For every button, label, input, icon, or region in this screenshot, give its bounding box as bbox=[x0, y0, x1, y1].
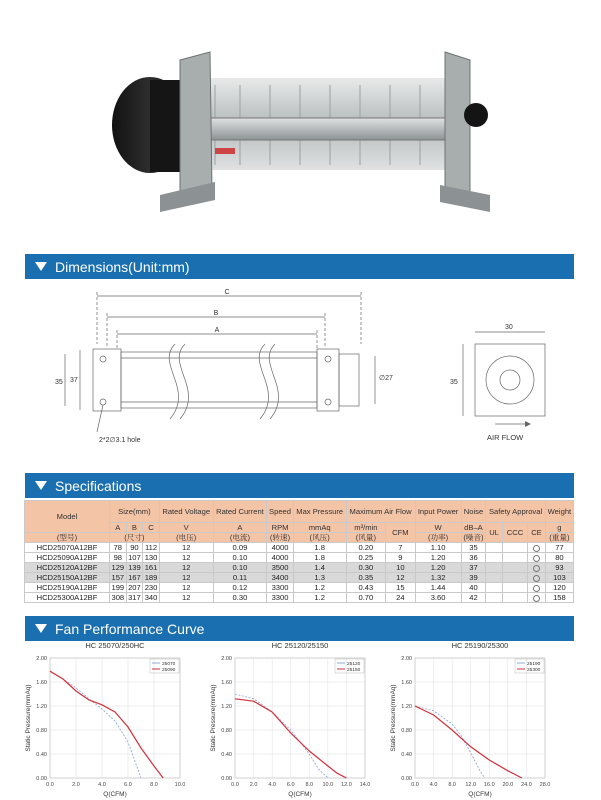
chart-title: HC 25070/250HC bbox=[85, 641, 145, 650]
table-row bbox=[25, 593, 574, 603]
col-ul: UL bbox=[486, 523, 503, 543]
table-cell: 35 bbox=[461, 543, 486, 553]
col-ce: CE bbox=[528, 523, 546, 543]
y-tick-label: 1.20 bbox=[401, 704, 412, 710]
dim-label-35-left: 35 bbox=[55, 379, 63, 386]
fan-product-photo bbox=[0, 0, 601, 248]
table-cell: 3500 bbox=[267, 563, 293, 573]
triangle-down-icon bbox=[35, 481, 47, 490]
table-cell: 0.35 bbox=[346, 573, 386, 583]
x-tick-label: 0.0 bbox=[46, 782, 54, 788]
table-cell: 0.30 bbox=[346, 563, 386, 573]
table-cell: 158 bbox=[545, 593, 573, 603]
table-cell bbox=[502, 563, 527, 573]
col-voltage: Rated Voltage bbox=[159, 501, 213, 523]
unit-current: A bbox=[213, 523, 267, 533]
table-cell: 90 bbox=[126, 543, 143, 553]
y-tick-label: 0.00 bbox=[36, 776, 47, 782]
x-tick-label: 28.0 bbox=[539, 782, 551, 788]
table-cell: 103 bbox=[545, 573, 573, 583]
table-cell bbox=[502, 553, 527, 563]
table-cell: 36 bbox=[461, 553, 486, 563]
table-cell: 80 bbox=[545, 553, 573, 563]
x-tick-label: 4.0 bbox=[429, 782, 438, 788]
table-row bbox=[25, 583, 574, 593]
hole-note: 2*2∅3.1 hole bbox=[99, 437, 141, 444]
col-speed: Speed bbox=[267, 501, 293, 523]
table-cell bbox=[486, 543, 503, 553]
table-cell: 15 bbox=[386, 583, 415, 593]
table-cell: 77 bbox=[545, 543, 573, 553]
x-tick-label: 4.0 bbox=[268, 782, 276, 788]
ce-circle-icon bbox=[528, 593, 546, 603]
table-cell: 3300 bbox=[267, 593, 293, 603]
legend-label: 25120 bbox=[347, 662, 361, 667]
y-axis-label: Static Pressure(mmAq) bbox=[390, 684, 397, 752]
table-cell: 157 bbox=[111, 573, 125, 582]
plot-frame bbox=[235, 658, 365, 778]
dim-label-a: A bbox=[214, 327, 220, 334]
x-tick-label: 12.0 bbox=[465, 782, 477, 788]
table-cell: 3400 bbox=[267, 573, 293, 583]
table-row bbox=[25, 543, 574, 553]
table-cell: 230 bbox=[144, 583, 158, 592]
x-axis-label: Q(CFM) bbox=[468, 791, 492, 798]
table-cell: 0.10 bbox=[213, 563, 267, 573]
airflow-cn: (风量) bbox=[346, 533, 386, 543]
y-tick-label: 2.00 bbox=[221, 656, 232, 662]
table-cell: 12 bbox=[159, 543, 213, 553]
legend-label: 25300 bbox=[527, 668, 541, 673]
y-tick-label: 1.60 bbox=[401, 680, 412, 686]
table-cell: 42 bbox=[461, 593, 486, 603]
dimensions-title: Dimensions(Unit:mm) bbox=[55, 258, 190, 275]
table-cell: 0.20 bbox=[346, 543, 386, 553]
legend-label: 25190 bbox=[527, 662, 541, 667]
col-power: Input Power bbox=[415, 501, 461, 523]
weight-cn: (重量) bbox=[545, 533, 573, 543]
x-tick-label: 8.0 bbox=[150, 782, 158, 788]
table-cell: 0.70 bbox=[346, 593, 386, 603]
table-cell: HCD25300A12BF bbox=[25, 593, 110, 603]
power-cn: (功率) bbox=[415, 533, 461, 543]
col-a: A bbox=[110, 523, 127, 533]
x-tick-label: 12.0 bbox=[341, 782, 352, 788]
table-cell: 40 bbox=[461, 583, 486, 593]
table-cell: 0.43 bbox=[346, 583, 386, 593]
unit-voltage: V bbox=[159, 523, 213, 533]
y-tick-label: 2.00 bbox=[36, 656, 47, 662]
table-cell: HCD25070A12BF bbox=[25, 543, 110, 553]
table-cell: 107 bbox=[128, 553, 141, 562]
chart-title: HC 25190/25300 bbox=[451, 641, 509, 650]
table-row bbox=[25, 573, 574, 583]
table-cell: 3300 bbox=[267, 583, 293, 593]
table-cell bbox=[486, 583, 503, 593]
table-cell: HCD25090A12BF bbox=[25, 553, 110, 563]
table-row bbox=[25, 563, 574, 573]
performance-curves bbox=[25, 640, 585, 800]
dim-label-c: C bbox=[224, 289, 230, 296]
noise-cn: (噪音) bbox=[461, 533, 486, 543]
table-cell: 12 bbox=[159, 573, 213, 583]
table-cell: 189 bbox=[144, 573, 158, 582]
x-tick-label: 16.0 bbox=[483, 782, 495, 788]
pressure-cn: (风压) bbox=[293, 533, 346, 543]
legend-label: 25090 bbox=[162, 668, 176, 673]
dim-label-30: 30 bbox=[505, 324, 513, 331]
table-cell: 130 bbox=[144, 553, 158, 562]
legend-label: 25070 bbox=[162, 662, 176, 667]
y-tick-label: 1.20 bbox=[221, 704, 232, 710]
series-line-25070 bbox=[50, 671, 141, 778]
x-tick-label: 20.0 bbox=[502, 782, 514, 788]
table-cell: 0.30 bbox=[213, 593, 267, 603]
dimensions-section-header bbox=[25, 254, 574, 279]
col-ccc: CCC bbox=[502, 523, 527, 543]
col-model: Model bbox=[25, 501, 110, 533]
table-cell: 4000 bbox=[267, 543, 293, 553]
col-weight: Weight bbox=[545, 501, 573, 523]
y-tick-label: 0.40 bbox=[221, 752, 232, 758]
size-cn: (尺寸) bbox=[110, 533, 160, 543]
specifications-section-header bbox=[25, 473, 574, 498]
table-cell bbox=[486, 563, 503, 573]
y-axis-label: Static Pressure(mmAq) bbox=[25, 684, 32, 752]
x-tick-label: 6.0 bbox=[124, 782, 132, 788]
col-current: Rated Current bbox=[213, 501, 267, 523]
table-cell: 1.10 bbox=[415, 543, 461, 553]
series-line-25190 bbox=[415, 706, 485, 778]
triangle-down-icon bbox=[35, 262, 47, 271]
table-cell: 0.10 bbox=[213, 553, 267, 563]
table-cell bbox=[502, 583, 527, 593]
unit-cfm: CFM bbox=[386, 523, 415, 543]
x-axis-label: Q(CFM) bbox=[288, 791, 312, 798]
table-cell: 98 bbox=[110, 553, 127, 563]
table-cell: 12 bbox=[159, 583, 213, 593]
ce-circle-icon bbox=[528, 553, 546, 563]
table-cell bbox=[486, 593, 503, 603]
x-tick-label: 24.0 bbox=[521, 782, 532, 788]
dim-label-b: B bbox=[213, 310, 219, 317]
voltage-cn: (电压) bbox=[159, 533, 213, 543]
col-c: C bbox=[143, 523, 160, 533]
col-airflow: Maximum Air Flow bbox=[346, 501, 415, 523]
ce-circle-icon bbox=[528, 543, 546, 553]
table-cell: 78 bbox=[110, 543, 127, 553]
current-cn: (电流) bbox=[213, 533, 267, 543]
table-cell: 1.44 bbox=[415, 583, 461, 593]
curve-section-header bbox=[25, 616, 574, 641]
unit-weight: g bbox=[545, 523, 573, 533]
x-tick-label: 4.0 bbox=[98, 782, 106, 788]
y-tick-label: 1.60 bbox=[221, 680, 232, 686]
y-tick-label: 0.40 bbox=[401, 752, 412, 758]
dim-label-27: ∅27 bbox=[379, 375, 393, 382]
table-cell: 0.25 bbox=[346, 553, 386, 563]
ce-circle-icon bbox=[528, 573, 546, 583]
table-cell: 1.3 bbox=[293, 573, 346, 583]
table-cell: 0.09 bbox=[213, 543, 267, 553]
x-tick-label: 0.0 bbox=[231, 782, 239, 788]
x-tick-label: 10.0 bbox=[174, 782, 186, 788]
chart-title: HC 25120/25150 bbox=[271, 641, 329, 650]
x-tick-label: 2.0 bbox=[249, 782, 258, 788]
x-tick-label: 2.0 bbox=[72, 782, 80, 788]
table-cell: 4000 bbox=[267, 553, 293, 563]
table-cell: 1.4 bbox=[293, 563, 346, 573]
table-cell: 93 bbox=[545, 563, 573, 573]
dim-label-35-right: 35 bbox=[450, 379, 458, 386]
y-tick-label: 1.60 bbox=[36, 680, 47, 686]
table-cell: 12 bbox=[159, 553, 213, 563]
table-cell: 129 bbox=[111, 563, 125, 572]
table-cell: 317 bbox=[128, 593, 141, 602]
unit-pressure: mmAq bbox=[293, 523, 346, 533]
y-tick-label: 2.00 bbox=[401, 656, 412, 662]
triangle-down-icon bbox=[35, 624, 47, 633]
table-cell: 340 bbox=[144, 593, 158, 602]
y-tick-label: 0.80 bbox=[221, 728, 232, 734]
unit-airflow: m³/min bbox=[346, 523, 386, 533]
dim-label-37: 37 bbox=[70, 377, 78, 384]
x-axis-label: Q(CFM) bbox=[103, 791, 127, 798]
air-flow-label: AIR FLOW bbox=[487, 433, 524, 442]
table-cell: 37 bbox=[461, 563, 486, 573]
y-tick-label: 0.80 bbox=[401, 728, 412, 734]
table-cell: 12 bbox=[386, 573, 415, 583]
x-tick-label: 8.0 bbox=[448, 782, 456, 788]
table-cell: 7 bbox=[386, 543, 415, 553]
table-cell: 3.60 bbox=[415, 593, 461, 603]
table-cell: 112 bbox=[143, 543, 160, 553]
table-cell: 1.32 bbox=[415, 573, 461, 583]
series-line-25120 bbox=[235, 694, 328, 778]
x-tick-label: 8.0 bbox=[305, 782, 314, 788]
series-line-25300 bbox=[415, 706, 522, 778]
y-tick-label: 0.00 bbox=[401, 776, 412, 782]
plot-frame bbox=[415, 658, 545, 778]
table-cell: 207 bbox=[128, 583, 141, 592]
series-line-25090 bbox=[50, 671, 163, 778]
table-cell: 120 bbox=[545, 583, 573, 593]
table-cell: 1.8 bbox=[293, 543, 346, 553]
unit-speed: RPM bbox=[267, 523, 293, 533]
table-cell: 0.11 bbox=[213, 573, 267, 583]
table-cell: 167 bbox=[128, 573, 141, 582]
table-cell: 1.20 bbox=[415, 563, 461, 573]
y-tick-label: 0.00 bbox=[221, 776, 232, 782]
table-row bbox=[25, 553, 574, 563]
col-pressure: Max Pressure bbox=[293, 501, 346, 523]
specifications-title: Specifications bbox=[55, 477, 142, 494]
table-cell: 1.8 bbox=[293, 553, 346, 563]
table-cell: 308 bbox=[111, 593, 125, 602]
table-cell bbox=[502, 543, 527, 553]
y-tick-label: 1.20 bbox=[36, 704, 47, 710]
dimensions-drawing bbox=[25, 284, 574, 459]
col-size: Size(mm) bbox=[110, 501, 160, 523]
table-cell: 161 bbox=[144, 563, 158, 572]
table-cell: 1.20 bbox=[415, 553, 461, 563]
x-tick-label: 10.0 bbox=[322, 782, 334, 788]
y-tick-label: 0.80 bbox=[36, 728, 47, 734]
x-tick-label: 6.0 bbox=[286, 782, 295, 788]
table-cell: 10 bbox=[386, 563, 415, 573]
ce-circle-icon bbox=[528, 563, 546, 573]
table-cell: 9 bbox=[386, 553, 415, 563]
table-cell: 199 bbox=[111, 583, 125, 592]
col-safety: Safety Approval bbox=[486, 501, 546, 523]
table-cell bbox=[502, 593, 527, 603]
table-cell: HCD25190A12BF bbox=[25, 583, 110, 593]
ce-circle-icon bbox=[528, 583, 546, 593]
table-cell: 1.2 bbox=[293, 593, 346, 603]
table-cell: 39 bbox=[461, 573, 486, 583]
table-cell bbox=[486, 573, 503, 583]
plot-frame bbox=[50, 658, 180, 778]
table-cell: HCD25120A12BF bbox=[25, 563, 110, 573]
unit-power: W bbox=[415, 523, 461, 533]
table-cell bbox=[502, 573, 527, 583]
speed-cn: (转速) bbox=[267, 533, 293, 543]
table-cell: 1.2 bbox=[293, 583, 346, 593]
x-tick-label: 14.0 bbox=[359, 782, 371, 788]
table-cell: 139 bbox=[128, 563, 141, 572]
specifications-table bbox=[24, 500, 574, 603]
col-b: B bbox=[126, 523, 143, 533]
table-cell: HCD25150A12BF bbox=[25, 573, 110, 583]
table-cell: 12 bbox=[159, 563, 213, 573]
table-cell: 0.12 bbox=[213, 583, 267, 593]
table-cell: 24 bbox=[386, 593, 415, 603]
model-cn: (型号) bbox=[25, 533, 110, 543]
unit-noise: dB–A bbox=[461, 523, 486, 533]
x-tick-label: 0.0 bbox=[411, 782, 419, 788]
y-axis-label: Static Pressure(mmAq) bbox=[210, 684, 217, 752]
table-cell bbox=[486, 553, 503, 563]
curve-title: Fan Performance Curve bbox=[55, 620, 205, 637]
y-tick-label: 0.40 bbox=[36, 752, 47, 758]
legend-label: 25150 bbox=[347, 668, 361, 673]
table-cell: 12 bbox=[159, 593, 213, 603]
col-noise: Noise bbox=[461, 501, 486, 523]
